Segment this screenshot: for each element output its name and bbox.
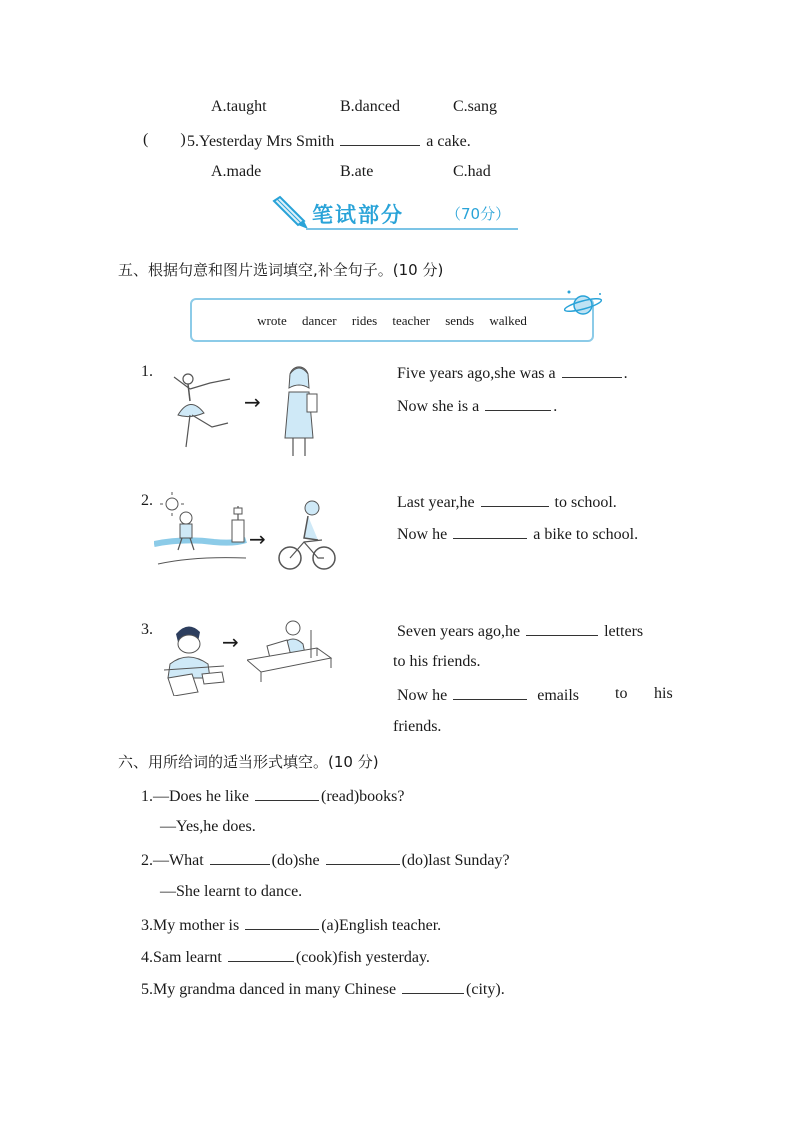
arrow-icon: → bbox=[249, 527, 266, 551]
boy-walking-image bbox=[154, 492, 249, 582]
answer-blank[interactable] bbox=[340, 131, 420, 146]
banner-underline bbox=[306, 228, 518, 230]
answer-blank[interactable] bbox=[402, 979, 464, 994]
banner-score: （70分） bbox=[446, 205, 511, 223]
item1-line1-text: Five years ago,she was a bbox=[397, 365, 556, 382]
banner-title: 笔试部分 bbox=[312, 203, 404, 227]
man-computer-image bbox=[247, 618, 333, 684]
item1-line1-end: . bbox=[623, 365, 628, 382]
item2-line1-end: to school. bbox=[554, 494, 617, 511]
item3-line4: friends. bbox=[393, 718, 442, 735]
s6-q1-after: (read)books? bbox=[320, 788, 405, 805]
arrow-icon: → bbox=[244, 390, 261, 414]
s6-q4-after: (cook)fish yesterday. bbox=[295, 949, 430, 966]
answer-blank[interactable] bbox=[326, 850, 400, 865]
s6-q5-before: 5.My grandma danced in many Chinese bbox=[141, 981, 397, 998]
man-writing-letter-image bbox=[164, 620, 228, 696]
q5-option-a: A.made bbox=[211, 163, 262, 180]
q4-option-a: A.taught bbox=[211, 98, 267, 115]
item3-line3-w2: to bbox=[615, 685, 628, 702]
item3-line1-text: Seven years ago,he bbox=[397, 623, 521, 640]
arrow-icon: → bbox=[222, 630, 239, 654]
s6-q2 bbox=[141, 850, 510, 870]
written-part-banner bbox=[270, 195, 520, 233]
item2-number: 2. bbox=[141, 492, 153, 509]
s6-q3 bbox=[141, 915, 441, 935]
item3-line3 bbox=[397, 685, 679, 705]
ballet-dancer-image bbox=[160, 365, 235, 455]
item2-line2-end: a bike to school. bbox=[533, 526, 639, 543]
item1-number: 1. bbox=[141, 363, 153, 380]
q5-text-after: a cake. bbox=[426, 133, 471, 150]
item1-line2 bbox=[397, 396, 557, 416]
s6-q2-answer: —She learnt to dance. bbox=[160, 883, 303, 900]
boy-biking-image bbox=[278, 496, 338, 576]
s6-q1-before: 1.—Does he like bbox=[141, 788, 249, 805]
word-bank-item: teacher bbox=[392, 313, 430, 328]
item3-number: 3. bbox=[141, 621, 153, 638]
word-bank-item: wrote bbox=[257, 313, 287, 328]
s6-q5 bbox=[141, 979, 505, 999]
answer-blank[interactable] bbox=[228, 947, 294, 962]
word-bank-item: sends bbox=[445, 313, 475, 328]
s6-q2-mid: (do)she bbox=[271, 852, 320, 869]
item3-line1 bbox=[397, 621, 643, 641]
answer-blank[interactable] bbox=[485, 396, 551, 411]
word-bank-item: dancer bbox=[301, 313, 337, 328]
q4-option-b: B.danced bbox=[340, 98, 400, 115]
s6-q1 bbox=[141, 786, 405, 806]
s6-q3-after: (a)English teacher. bbox=[321, 917, 442, 934]
s6-q2-before: 2.—What bbox=[141, 852, 204, 869]
section6-heading: 六、用所给词的适当形式填空。(10 分) bbox=[118, 753, 379, 771]
s6-q1-answer: —Yes,he does. bbox=[160, 818, 256, 835]
s6-q5-after: (city). bbox=[466, 981, 505, 998]
s6-q4-before: 4.Sam learnt bbox=[141, 949, 222, 966]
item1-line2-text: Now she is a bbox=[397, 398, 480, 415]
item3-line3-text: Now he bbox=[397, 687, 448, 704]
answer-blank[interactable] bbox=[526, 621, 598, 636]
section5-heading: 五、根据句意和图片选词填空,补全句子。(10 分) bbox=[118, 261, 444, 279]
item3-line3-w1: emails bbox=[537, 687, 579, 704]
item1-line1 bbox=[397, 363, 628, 383]
q5-option-b: B.ate bbox=[340, 163, 374, 180]
word-bank-item: walked bbox=[489, 313, 527, 328]
teacher-image bbox=[275, 362, 330, 462]
s6-q3-before: 3.My mother is bbox=[141, 917, 240, 934]
answer-blank[interactable] bbox=[481, 492, 549, 507]
item2-line1 bbox=[397, 492, 617, 512]
item2-line2 bbox=[397, 524, 638, 544]
pencil-icon bbox=[270, 195, 310, 231]
answer-blank[interactable] bbox=[245, 915, 319, 930]
answer-blank[interactable] bbox=[255, 786, 319, 801]
q5-paren: ( ) bbox=[143, 131, 186, 148]
item2-line2-text: Now he bbox=[397, 526, 448, 543]
q5-option-c: C.had bbox=[453, 163, 491, 180]
item3-line1-end: letters bbox=[604, 623, 644, 640]
answer-blank[interactable] bbox=[453, 685, 527, 700]
word-bank bbox=[190, 298, 594, 342]
word-bank-item: rides bbox=[351, 313, 378, 328]
answer-blank[interactable] bbox=[210, 850, 270, 865]
item3-line2: to his friends. bbox=[393, 653, 481, 670]
item2-line1-text: Last year,he bbox=[397, 494, 475, 511]
q4-option-c: C.sang bbox=[453, 98, 497, 115]
s6-q2-after: (do)last Sunday? bbox=[401, 852, 510, 869]
answer-blank[interactable] bbox=[453, 524, 527, 539]
answer-blank[interactable] bbox=[562, 363, 622, 378]
q5-text-before: 5.Yesterday Mrs Smith bbox=[187, 133, 335, 150]
item1-line2-end: . bbox=[553, 398, 558, 415]
item3-line3-w3: his bbox=[654, 685, 673, 702]
s6-q4 bbox=[141, 947, 430, 967]
q5-question bbox=[187, 131, 471, 151]
planet-icon bbox=[562, 288, 604, 320]
